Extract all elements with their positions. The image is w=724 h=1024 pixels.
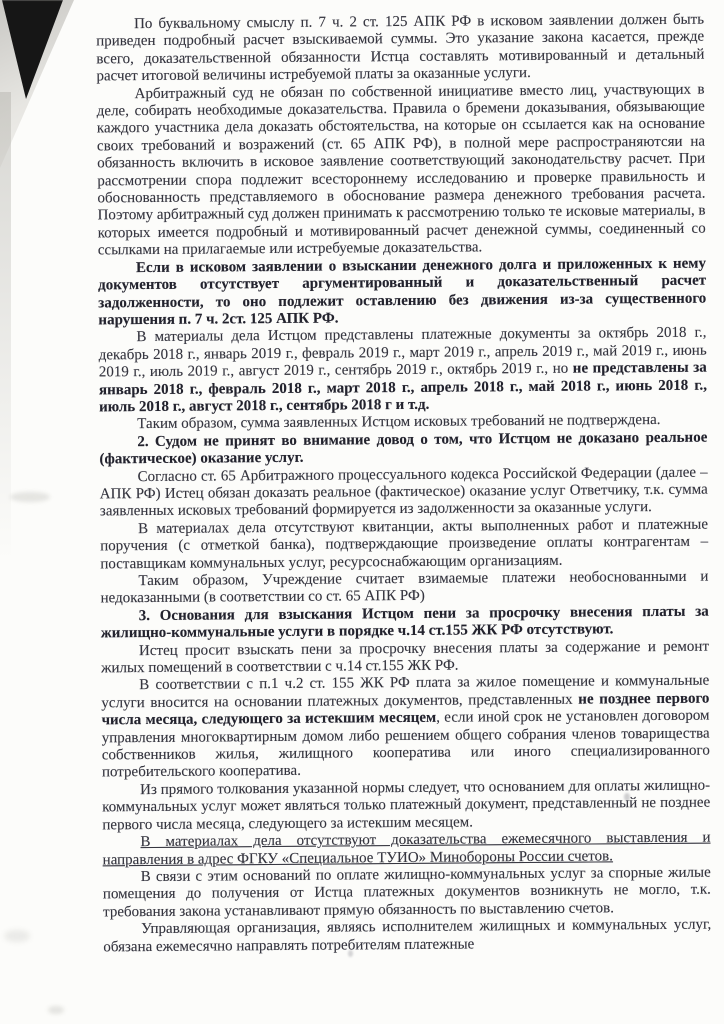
scan-speck bbox=[48, 1006, 64, 1014]
text-run: не позднее первого числа месяца, следующего за истекшим месяцем bbox=[101, 690, 710, 729]
text-run: не представлены за январь 2018 г., февраль 2018 г., март 2018 г., апрель 2018 г., май 2018 г., июнь 2018 г., июль 2018 г., август 2018 г., сентябрь 2018 г и т.д. bbox=[98, 359, 707, 416]
scan-speck bbox=[4, 930, 30, 942]
text-run: В связи с этим оснований по оплате жилищно-коммунальных услуг за спорные жилые помещения до получения от Истца платежных документов возникнуть не могло, т.к. требования закона устанавливают прямую обязанность по выставлению счетов. bbox=[102, 864, 711, 921]
text-run: Таким образом, Учреждение считает взимаемые платежи необоснованными и недоказанными (в соответствии со ст. 65 АПК РФ) bbox=[100, 568, 709, 607]
text-run: Согласно ст. 65 Арбитражного процессуального кодекса Российской Федерации (далее – АПК РФ) Истец обязан доказать реальное (фактическое) оказание услуг Ответчику, т.к. сумма заявленных исковых требований формируется из задолженности за оказанные услуги. bbox=[99, 464, 708, 520]
paragraph-1 bbox=[96, 12, 705, 86]
paragraph-16 bbox=[103, 917, 711, 957]
section-heading-3 bbox=[101, 603, 709, 643]
paragraph-11 bbox=[101, 638, 709, 678]
section-heading-2 bbox=[99, 429, 707, 469]
text-run: Если в исковом заявлении о взыскании денежного долга и приложенных к нему документов отсутствует аргументированный и доказательственный расчет задолженности, то оно подлежит оставлению без движения из-за существенного нарушения п. 7 ч. 2ст. 125 АПК РФ. bbox=[98, 255, 707, 329]
scan-speck bbox=[348, 950, 353, 957]
paragraph-8 bbox=[100, 516, 708, 573]
text-run: Из прямого толкования указанной нормы следует, что основанием для оплаты жилищно-коммунальных услуг может являться только платежный документ, представленный не позднее первого числа месяца, следующего за истекшим месяцем. bbox=[102, 777, 711, 834]
text-run: , если иной срок не установлен договором управления многоквартирным домом либо решением общего собрания членов товарищества собственников жилья, жилищного кооператива или иного специализированного потребительского кооператива. bbox=[101, 707, 710, 781]
text-run: В соответствии с п.1 ч.2 ст. 155 ЖК РФ плата за жилое помещение и коммунальные услуги вносится на основании платежных документов, представленных bbox=[101, 673, 710, 712]
paragraph-14 bbox=[102, 830, 710, 870]
scan-speck bbox=[10, 492, 50, 502]
page-edge-shading bbox=[0, 92, 11, 562]
paragraph-2 bbox=[97, 81, 706, 260]
paragraph-3 bbox=[98, 255, 707, 329]
text-run: В материалах дела отсутствуют квитанции, акты выполненных работ и платежные поручения (с отметкой банка), подтверждающие произведение оплаты контрагентам – поставщикам коммунальных услуг, ресурсоснабжающим организациям. bbox=[100, 516, 709, 572]
text-run: 3. Основания для взыскания Истцом пени за просрочку внесения платы за жилищно-коммунальные услуги в порядке ч.14 ст.155 ЖК РФ отсутствуют. bbox=[100, 603, 709, 642]
text-run: Таким образом, сумма заявленных Истцом исковых требований не подтверждена. bbox=[137, 412, 661, 433]
paragraph-7 bbox=[100, 464, 708, 521]
paragraph-4 bbox=[98, 325, 707, 417]
text-run: В материалах дела отсутствуют доказательства ежемесячного выставления и направления в адрес ФГКУ «Специальное ТУИО» Минобороны России счетов. bbox=[102, 829, 711, 868]
text-run: В материалы дела Истцом представлены платежные документы за октябрь 2018 г., декабрь 2018 г., январь 2019 г., февраль 2019 г., март 2019 г., апрель 2019 г., май 2019 г., июнь 2019 г., июль 2019 г., август 2019 г., сентябрь 2019 г., октябрь 2019 г., но bbox=[98, 324, 707, 381]
paragraph-9 bbox=[100, 569, 708, 609]
text-run: По буквальному смыслу п. 7 ч. 2 ст. 125 АПК РФ в исковом заявлении должен быть приведен подробный расчет взыскиваемой суммы. Это указание закона касается, прежде всего, доказательственной обязанности Истца составлять мотивированный и детальный расчет итоговой величины истребуемой платы за оказанные услуги. bbox=[96, 11, 705, 85]
text-run: Арбитражный суд не обязан по собственной инициативе вместо лиц, участвующих в деле, собирать необходимые доказательства. Правила о бремени доказывания, обязывающие каждого участника дела доказать обстоятельства, на которые он ссылается как на основание своих требований и возражений (ст. 65 АПК РФ), в полной мере распространяютсяи на обязанность включить в исковое заявление соответствующий законодательству расчет. При рассмотрении спора подлежит всестороннему исследованию и проверке правильность и обоснованность представляемого в обоснование размера денежного требования расчета. Поэтому арбитражный суд должен принимать к рассмотрению только те исковые материалы, в которых имеется подробный и мотивированный расчет денежной суммы, соединенный со ссылками на прилагаемые или истребуемые доказательства. bbox=[96, 81, 706, 259]
text-run: Истец просит взыскать пени за просрочку внесения платы за содержание и ремонт жилых помещений в соответствии с ч.14 ст.155 ЖК РФ. bbox=[101, 638, 710, 677]
paragraph-15 bbox=[103, 864, 711, 921]
paragraph-12 bbox=[101, 673, 710, 782]
scan-speck bbox=[624, 793, 630, 801]
paragraph-13 bbox=[102, 777, 710, 834]
text-run: Управляющая организация, являясь исполнителем жилищных и коммунальных услуг, обязана ежемесячно направлять потребителям платежные bbox=[103, 916, 712, 955]
document-text bbox=[96, 12, 711, 957]
text-run: 2. Судом не принят во внимание довод о том, что Истцом не доказано реальное (фактическое) оказание услуг. bbox=[99, 429, 708, 468]
